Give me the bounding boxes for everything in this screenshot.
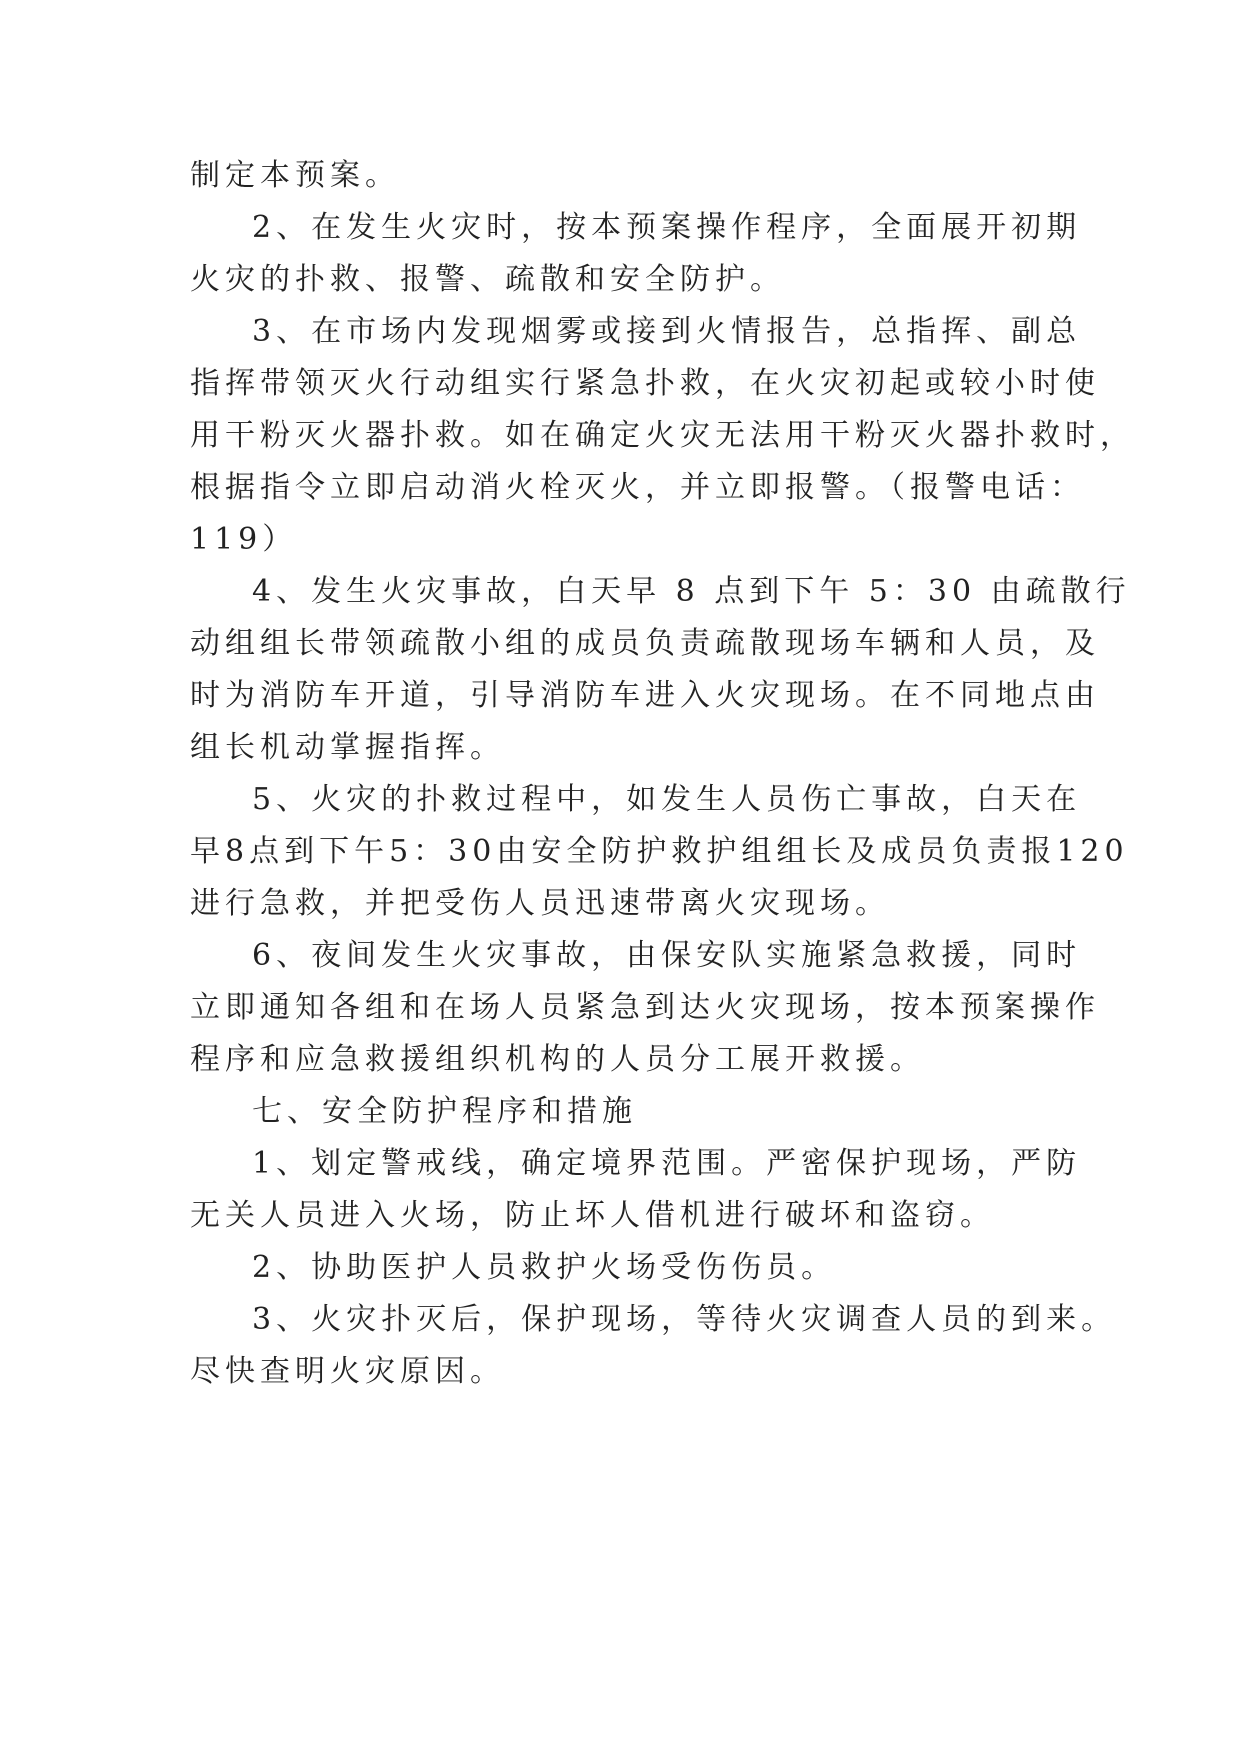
text-line: 立即通知各组和在场人员紧急到达火灾现场，按本预案操作 — [190, 990, 1100, 1025]
text-line: 1、划定警戒线，确定境界范围。严密保护现场，严防 — [252, 1146, 1082, 1181]
text-line: 用干粉灭火器扑救。如在确定火灾无法用干粉灭火器扑救时， — [190, 418, 1135, 453]
text-line: 119） — [190, 522, 298, 557]
text-line: 6、夜间发生火灾事故，由保安队实施紧急救援，同时 — [252, 938, 1082, 973]
text-line: 根据指令立即启动消火栓灭火，并立即报警。（报警电话： — [190, 470, 1085, 505]
text-line: 动组组长带领疏散小组的成员负责疏散现场车辆和人员，及 — [190, 626, 1100, 661]
text-line: 组长机动掌握指挥。 — [190, 730, 505, 765]
section-heading: 七、安全防护程序和措施 — [252, 1094, 637, 1129]
text-line: 5、火灾的扑救过程中，如发生人员伤亡事故，白天在 — [252, 782, 1082, 817]
text-line: 指挥带领灭火行动组实行紧急扑救，在火灾初起或较小时使 — [190, 366, 1100, 401]
text-line: 火灾的扑救、报警、疏散和安全防护。 — [190, 262, 785, 297]
document-body — [190, 150, 1135, 1398]
text-line: 无关人员进入火场，防止坏人借机进行破坏和盗窃。 — [190, 1198, 995, 1233]
text-line: 程序和应急救援组织机构的人员分工展开救援。 — [190, 1042, 925, 1077]
text-line: 制定本预案。 — [190, 158, 400, 193]
text-line: 3、火灾扑灭后，保护现场，等待火灾调查人员的到来。 — [252, 1302, 1117, 1337]
text-line: 4、发生火灾事故，白天早 8 点到下午 5：30 由疏散行 — [252, 574, 1131, 609]
text-line: 2、协助医护人员救护火场受伤伤员。 — [252, 1250, 837, 1285]
text-line: 时为消防车开道，引导消防车进入火灾现场。在不同地点由 — [190, 678, 1100, 713]
text-line: 2、在发生火灾时，按本预案操作程序，全面展开初期 — [252, 210, 1082, 245]
text-line: 早8点到下午5：30由安全防护救护组组长及成员负责报120 — [190, 834, 1129, 869]
text-line: 进行急救，并把受伤人员迅速带离火灾现场。 — [190, 886, 890, 921]
text-line: 尽快查明火灾原因。 — [190, 1354, 505, 1389]
text-line: 3、在市场内发现烟雾或接到火情报告，总指挥、副总 — [252, 314, 1082, 349]
